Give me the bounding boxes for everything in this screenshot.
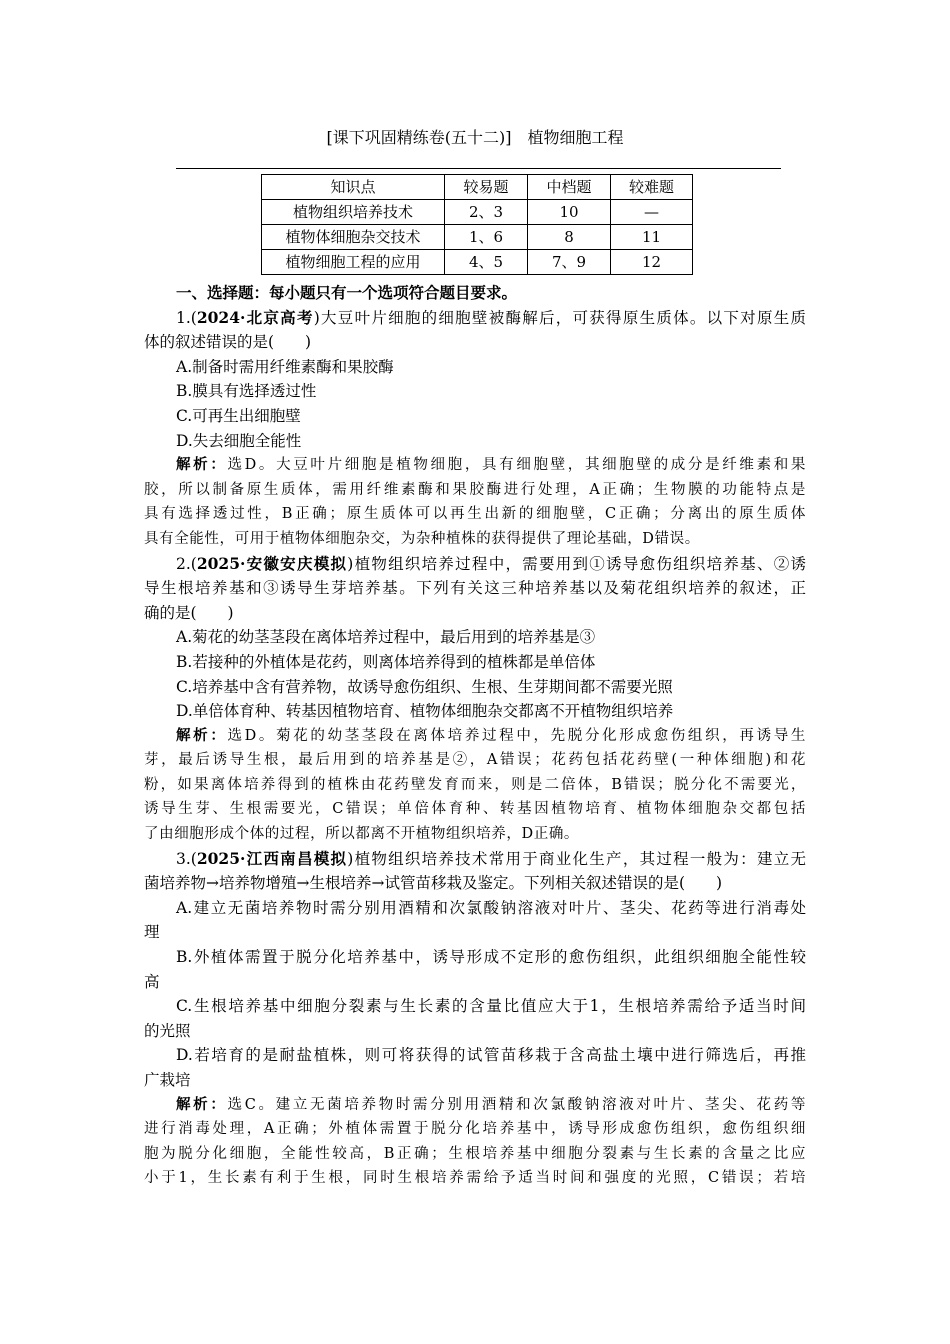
question-source: 2024·北京高考 [196, 307, 314, 327]
table-cell: 植物细胞工程的应用 [262, 250, 445, 275]
table-cell: 12 [611, 250, 693, 275]
question-stem-text: )植物组织培养技术常用于商业化生产，其过程一般为：建立无 [347, 849, 806, 868]
option-a: A.菊花的幼茎茎段在离体培养过程中，最后用到的培养基是③ [176, 628, 596, 647]
table-cell: 2、3 [445, 200, 528, 225]
question-stem-text: )植物组织培养过程中，需要用到①诱导愈伤组织培养基、②诱 [347, 554, 806, 573]
question-stem-line: 导生根培养基和③诱导生芽培养基。下列有关这三种培养基以及菊花组织培养的叙述，正 [144, 579, 806, 598]
question-number: 1.( [176, 308, 197, 327]
analysis-line: 芽，最后诱导生根，最后用到的培养基是②，A错误；花药包括花药壁(一种体细胞)和花 [144, 752, 806, 769]
question-stem-text: )大豆叶片细胞的细胞壁被酶解后，可获得原生质体。以下对原生质 [313, 308, 806, 327]
question-source: 2025·安徽安庆模拟 [196, 553, 348, 573]
analysis-line: 了由细胞形成个体的过程，所以都离不开植物组织培养，D正确。 [144, 826, 580, 843]
table-cell: 1、6 [445, 225, 528, 250]
analysis-line: 具有全能性，可用于植物体细胞杂交，为杂种植株的获得提供了理论基础，D错误。 [144, 530, 700, 547]
table-header-cell: 知识点 [262, 175, 445, 200]
table-header-cell: 较难题 [611, 175, 693, 200]
table-cell: 植物组织培养技术 [262, 200, 445, 225]
option-b: B.外植体需置于脱分化培养基中，诱导形成不定形的愈伤组织，此组织细胞全能性较 [176, 948, 806, 967]
option-a-cont: 理 [144, 923, 160, 942]
analysis-line: 胞为脱分化细胞，全能性较高，B正确；生根培养基中细胞分裂素与生长素的含量之比应 [144, 1145, 806, 1162]
question-stem-line: 确的是( ) [144, 603, 234, 622]
table-header-cell: 较易题 [445, 175, 528, 200]
analysis-label: 解析： [176, 726, 228, 744]
analysis-line: 小于1，生长素有利于生根，同时生根培养需给予适当时间和强度的光照，C错误；若培 [144, 1170, 806, 1187]
question-number: 2.( [176, 554, 197, 573]
option-b: B.若接种的外植体是花药，则离体培养得到的植株都是单倍体 [176, 652, 596, 671]
analysis-text: 选D。菊花的幼茎茎段在离体培养过程中，先脱分化形成愈伤组织，再诱导生 [227, 727, 806, 744]
table-header-cell: 中档题 [528, 175, 611, 200]
analysis-line: 胶，所以制备原生质体，需用纤维素酶和果胶酶进行处理，A正确；生物膜的功能特点是 [144, 481, 806, 498]
question-number: 3.( [176, 849, 197, 868]
question-3-stem [144, 847, 806, 872]
table-cell: — [611, 200, 693, 225]
section-heading: 一、选择题：每小题只有一个选项符合题目要求。 [176, 283, 518, 302]
page-title: [课下巩固精练卷(五十二)] 植物细胞工程 [326, 128, 624, 147]
table-cell: 7、9 [528, 250, 611, 275]
option-d: D.失去细胞全能性 [176, 431, 302, 450]
question-content [144, 281, 806, 1191]
option-b: B.膜具有选择透过性 [176, 382, 317, 401]
analysis-line [144, 724, 806, 749]
option-c: C.可再生出细胞壁 [176, 406, 301, 425]
table-cell: 8 [528, 225, 611, 250]
title-divider [176, 168, 781, 169]
analysis-label: 解析： [176, 1095, 228, 1113]
option-d-cont: 广栽培 [144, 1071, 191, 1089]
analysis-text: 选D。大豆叶片细胞是植物细胞，具有细胞壁，其细胞壁的成分是纤维素和果 [227, 457, 806, 474]
analysis-line: 粉，如果离体培养得到的植株由花药壁发育而来，则是二倍体，B错误；脱分化不需要光， [144, 776, 806, 793]
analysis-text: 选C。建立无菌培养物时需分别用酒精和次氯酸钠溶液对叶片、茎尖、花药等 [227, 1096, 806, 1113]
analysis-line: 进行消毒处理，A正确；外植体需置于脱分化培养基中，诱导形成愈伤组织，愈伤组织细 [144, 1121, 806, 1138]
analysis-line: 诱导生芽、生根需要光，C错误；单倍体育种、转基因植物培育、植物体细胞杂交都包括 [144, 801, 806, 818]
option-c-cont: 的光照 [144, 1021, 191, 1040]
analysis-line [144, 1093, 806, 1118]
option-c: C.培养基中含有营养物，故诱导愈伤组织、生根、生芽期间都不需要光照 [176, 677, 673, 696]
question-1-stem [144, 306, 806, 331]
question-stem-line: 菌培养物→培养物增殖→生根培养→试管苗移栽及鉴定。下列相关叙述错误的是( ) [144, 874, 723, 893]
table-cell: 11 [611, 225, 693, 250]
option-a: A.制备时需用纤维素酶和果胶酶 [176, 357, 394, 376]
table-cell: 10 [528, 200, 611, 225]
option-c: C.生根培养基中细胞分裂素与生长素的含量比值应大于1，生根培养需给予适当时间 [176, 997, 806, 1016]
option-d: D.若培育的是耐盐植株，则可将获得的试管苗移栽于含高盐土壤中进行筛选后，再推 [176, 1046, 806, 1065]
question-stem-line: 体的叙述错误的是( ) [144, 333, 312, 352]
table-cell: 植物体细胞杂交技术 [262, 225, 445, 250]
knowledge-table [261, 174, 693, 275]
option-a: A.建立无菌培养物时需分别用酒精和次氯酸钠溶液对叶片、茎尖、花药等进行消毒处 [176, 898, 806, 917]
option-d: D.单倍体育种、转基因植物培育、植物体细胞杂交都离不开植物组织培养 [176, 702, 674, 721]
option-b-cont: 高 [144, 972, 160, 991]
analysis-line: 具有选择透过性，B正确；原生质体可以再生出新的细胞壁，C正确；分离出的原生质体 [144, 506, 806, 523]
table-row [262, 200, 693, 225]
table-row [262, 250, 693, 275]
analysis-label: 解析： [176, 456, 228, 474]
question-2-stem [144, 552, 806, 577]
table-header-row [262, 175, 693, 200]
table-row [262, 225, 693, 250]
question-source: 2025·江西南昌模拟 [196, 848, 348, 868]
analysis-line [144, 453, 806, 478]
table-cell: 4、5 [445, 250, 528, 275]
